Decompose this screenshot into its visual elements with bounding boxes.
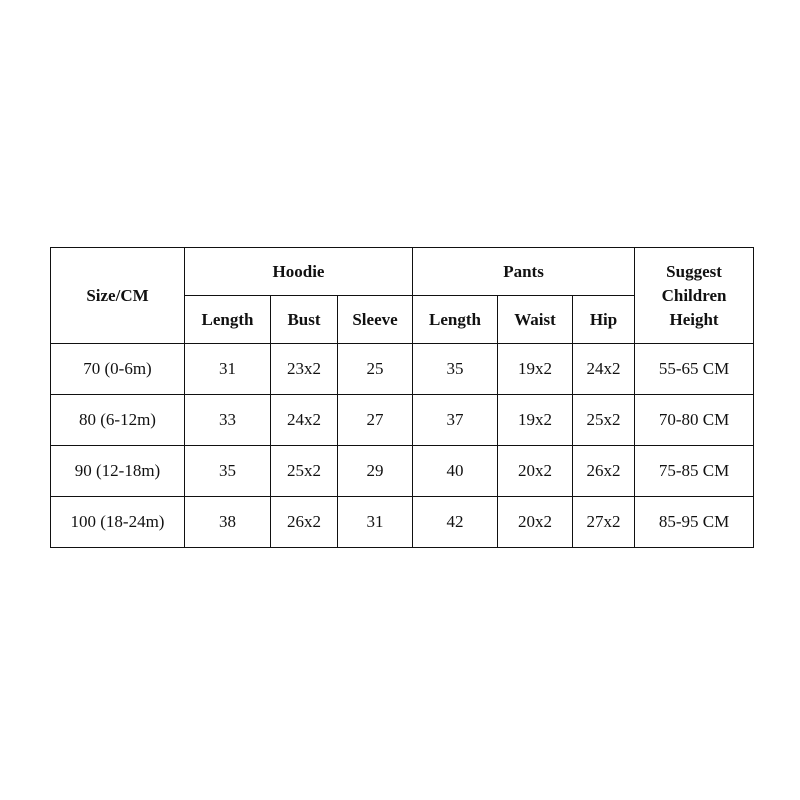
hoodie-sleeve-header: Sleeve: [338, 296, 413, 344]
table-row: [51, 446, 754, 497]
table-row: [51, 497, 754, 548]
table-row: [51, 344, 754, 395]
table-row: [51, 395, 754, 446]
pants-length-cell: 37: [413, 395, 498, 446]
size-cell: 70 (0-6m): [51, 344, 185, 395]
hoodie-length-cell: 31: [185, 344, 271, 395]
hoodie-group-header: Hoodie: [185, 248, 413, 296]
hoodie-bust-cell: 25x2: [271, 446, 338, 497]
pants-length-header: Length: [413, 296, 498, 344]
pants-waist-cell: 19x2: [498, 395, 573, 446]
hoodie-bust-cell: 23x2: [271, 344, 338, 395]
hoodie-bust-header: Bust: [271, 296, 338, 344]
pants-waist-cell: 20x2: [498, 446, 573, 497]
pants-length-cell: 40: [413, 446, 498, 497]
pants-waist-cell: 19x2: [498, 344, 573, 395]
hoodie-length-cell: 38: [185, 497, 271, 548]
pants-group-header: Pants: [413, 248, 635, 296]
pants-hip-header: Hip: [573, 296, 635, 344]
height-cell: 75-85 CM: [635, 446, 754, 497]
size-cell: 80 (6-12m): [51, 395, 185, 446]
pants-length-cell: 35: [413, 344, 498, 395]
pants-hip-cell: 25x2: [573, 395, 635, 446]
hoodie-bust-cell: 26x2: [271, 497, 338, 548]
hoodie-sleeve-cell: 29: [338, 446, 413, 497]
height-cell: 85-95 CM: [635, 497, 754, 548]
height-cell: 70-80 CM: [635, 395, 754, 446]
pants-waist-header: Waist: [498, 296, 573, 344]
pants-length-cell: 42: [413, 497, 498, 548]
pants-hip-cell: 27x2: [573, 497, 635, 548]
hoodie-sleeve-cell: 25: [338, 344, 413, 395]
hoodie-sleeve-cell: 31: [338, 497, 413, 548]
size-chart-table: [50, 247, 754, 548]
pants-hip-cell: 24x2: [573, 344, 635, 395]
pants-hip-cell: 26x2: [573, 446, 635, 497]
size-cell: 90 (12-18m): [51, 446, 185, 497]
header-row-groups: [51, 248, 754, 296]
suggest-height-header: Suggest Children Height: [635, 248, 754, 344]
size-cell: 100 (18-24m): [51, 497, 185, 548]
hoodie-bust-cell: 24x2: [271, 395, 338, 446]
hoodie-length-header: Length: [185, 296, 271, 344]
hoodie-sleeve-cell: 27: [338, 395, 413, 446]
hoodie-length-cell: 33: [185, 395, 271, 446]
height-cell: 55-65 CM: [635, 344, 754, 395]
size-header: Size/CM: [51, 248, 185, 344]
hoodie-length-cell: 35: [185, 446, 271, 497]
pants-waist-cell: 20x2: [498, 497, 573, 548]
